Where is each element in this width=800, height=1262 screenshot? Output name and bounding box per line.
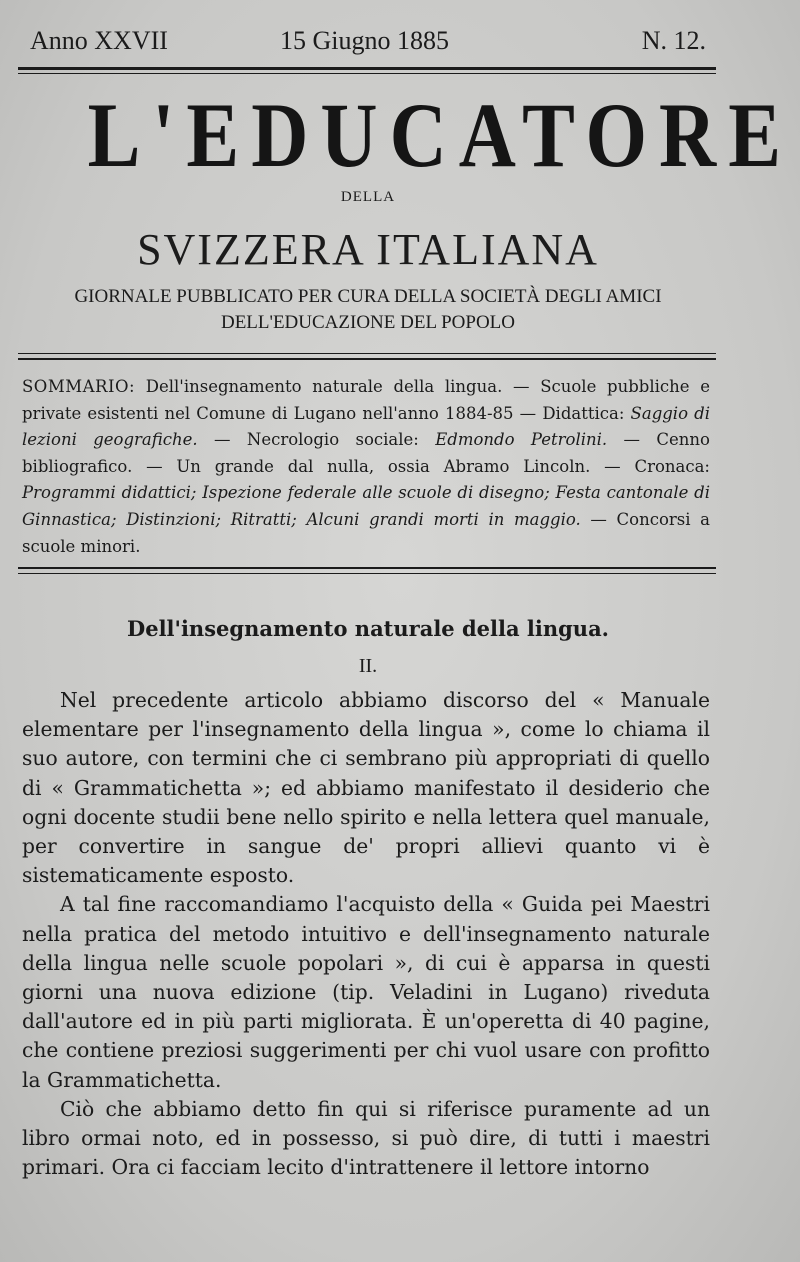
masthead-della: DELLA xyxy=(340,189,396,205)
article-section-number: II. xyxy=(358,655,378,677)
sommario-italic-2: Edmondo Petrolini. xyxy=(435,430,608,450)
masthead-subtitle: SVIZZERA ITALIANA xyxy=(137,225,599,274)
table-of-contents xyxy=(22,374,710,560)
sommario-rule-bottom-1 xyxy=(18,567,716,569)
sommario-italic-3: Programmi didattici; Ispezione federale alle scuole di disegno; Festa cantonale di Ginnastica; Distinzioni; Ritratti; Alcuni grandi morti in maggio. xyxy=(22,483,710,529)
header-rule-thick xyxy=(18,67,716,70)
sommario-text-3: — Cenno bibliografico. — Un grande dal nulla, ossia Abramo Lincoln. — Cronaca: xyxy=(22,430,710,476)
sommario-text-1: Dell'insegnamento naturale della lingua. — Scuole pubbliche e private esistenti nel Comune di Lugano nell'anno 1884-85 — Didattica: xyxy=(22,377,710,423)
article-paragraph: Ciò che abbiamo detto fin qui si riferisce puramente ad un libro ormai noto, ed in possesso, si può dire, di tutti i maestri primari. Ora ci facciam lecito d'intrattenere il lettore intorno xyxy=(22,1096,710,1180)
masthead-tagline xyxy=(0,284,736,336)
sommario-text-2: — Necrologio sociale: xyxy=(197,430,436,450)
issue-date: 15 Giugno 1885 xyxy=(280,26,449,55)
sommario-italic-1: Saggio di lezioni geografiche. xyxy=(22,403,711,450)
sommario-rule-top-2 xyxy=(18,358,716,360)
sommario-label: SOMMARIO: xyxy=(22,377,136,396)
issue-header xyxy=(30,26,706,60)
tagline-line-2: DELL'EDUCAZIONE DEL POPOLO xyxy=(220,312,516,333)
tagline-line-1: GIORNALE PUBBLICATO PER CURA DELLA SOCIETÀ DEGLI AMICI xyxy=(74,286,662,307)
header-rule-thin xyxy=(18,73,716,74)
article-title: Dell'insegnamento naturale della lingua. xyxy=(127,616,609,641)
article-paragraph: A tal fine raccomandiamo l'acquisto della « Guida pei Maestri nella pratica del metodo intuitivo e dell'insegnamento naturale della lingua nelle scuole popolari », di cui è apparsa in questi giorni una nuova edizione (tip. Veladini in Lugano) riveduta dall'autore ed in più parti migliorata. È un'operetta di 40 pagine, che contiene preziosi suggerimenti per chi vuol usare con profitto la Grammatichetta. xyxy=(22,892,710,1092)
masthead-title: L'EDUCATORE xyxy=(87,84,794,186)
issue-number: N. 12. xyxy=(641,26,706,55)
issue-year: Anno XXVII xyxy=(30,26,168,55)
sommario-rule-top-1 xyxy=(18,353,716,354)
sommario-rule-bottom-2 xyxy=(18,573,716,574)
article-body xyxy=(22,686,710,1182)
sommario-text-4: — Concorsi a scuole minori. xyxy=(22,509,710,556)
article-paragraph: Nel precedente articolo abbiamo discorso del « Manuale elementare per l'insegnamento della lingua », come lo chiama il suo autore, con termini che ci sembrano più appropriati di quello di « Grammatichetta »; ed abbiamo manifestato il desiderio che ogni docente studii bene nello spirito e nella lettera quel manuale, per convertire in sangue de' propri allievi quanto vi è sistematicamente esposto. xyxy=(22,688,710,888)
